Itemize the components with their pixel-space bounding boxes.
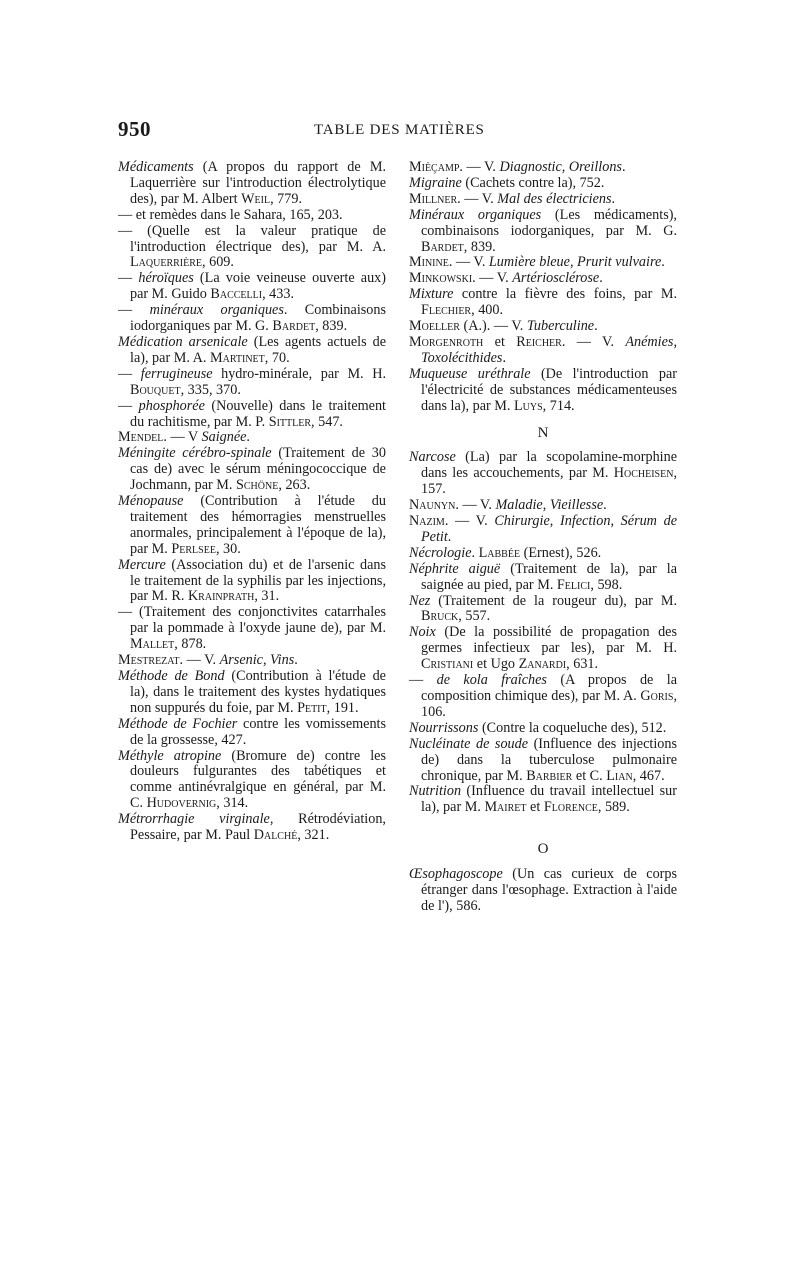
index-entry: Millner. — V. Mal des électriciens. <box>409 190 616 207</box>
index-entry: Ménopause (Contribution à l'étude du traitement des hémorragies menstruelles anormales, principalement à l'époque de la), par M. Perlsee, 30. <box>118 493 386 557</box>
running-header <box>118 117 678 147</box>
index-entry: Migraine (Cachets contre la), 752. <box>409 174 605 191</box>
index-entry: — (Quelle est la valeur pratique de l'introduction électrique des), par M. A. Laquerrière, 609. <box>118 222 386 271</box>
index-entry: Nutrition (Influence du travail intellectuel sur la), par M. Mairet et Florence, 589. <box>409 783 677 816</box>
section-letter-n: N <box>537 424 549 441</box>
index-entry: Moeller (A.). — V. Tuberculine. <box>409 318 598 335</box>
running-title: TABLE DES MATIÈRES <box>314 122 485 138</box>
index-entry: Narcose (La) par la scopolamine-morphine dans les accouchements, par M. Hocheisen, 157. <box>409 449 677 498</box>
index-entry: Nécrologie. Labbée (Ernest), 526. <box>409 544 602 561</box>
index-entry: Méthode de Bond (Contribution à l'étude de la), dans le traitement des kystes hydatiques non suppurés du foie, par M. Petit, 191. <box>118 668 386 716</box>
index-entry: Nourrissons (Contre la coqueluche des), 512. <box>409 719 667 736</box>
index-entry: Méthyle atropine (Bromure de) contre les douleurs fulgurantes des tabétiques et comme antinévralgique en général, par M. C. Hudovernig, 314. <box>118 747 386 812</box>
index-entry: Néphrite aiguë (Traitement de la), par la saignée au pied, par M. Felici, 598. <box>409 560 678 593</box>
index-column-left <box>118 160 386 844</box>
section-letter-o: O <box>537 841 549 858</box>
index-entry: Mièçamp. — V. Diagnostic, Oreillons. <box>409 159 626 175</box>
index-entry: Minkowski. — V. Artériosclérose. <box>409 270 603 287</box>
index-entry: Mercure (Association du) et de l'arsenic dans le traitement de la syphilis par les injections, par M. R. Krainprath, 31. <box>118 556 386 605</box>
index-entry: Nazim. — V. Chirurgie, Infection, Sérum de Petit. <box>409 513 677 545</box>
index-entry: — phosphorée (Nouvelle) dans le traitement du rachitisme, par M. P. Sittler, 547. <box>118 397 386 430</box>
index-entry: Œsophagoscope (Un cas curieux de corps étranger dans l'œsophage. Extraction à l'aide de l'), 586. <box>409 866 677 914</box>
index-entry: Mixture contre la fièvre des foins, par M. Flechier, 400. <box>409 286 677 319</box>
index-column-right <box>409 160 677 915</box>
index-entry: — minéraux organiques. Combinaisons iodorganiques par M. G. Bardet, 839. <box>118 302 386 335</box>
page-number: 950 <box>118 117 151 141</box>
index-entry: Métrorrhagie virginale, Rétrodéviation, Pessaire, par M. Paul Dalché, 321. <box>118 811 386 844</box>
index-entry: — (Traitement des conjonctivites catarrhales par la pommade à l'oxyde jaune de), par M. Mallet, 878. <box>118 604 386 653</box>
index-entry: Méthode de Fochier contre les vomissements de la grossesse, 427. <box>118 715 387 748</box>
index-entry: Noix (De la possibilité de propagation des germes infectieux par les), par M. H. Cristiani et Ugo Zanardi, 631. <box>409 624 677 673</box>
index-entry: — de kola fraîches (A propos de la composition chimique des), par M. A. Goris, 106. <box>409 672 677 720</box>
index-section-o <box>409 867 677 915</box>
index-entry: Mestrezat. — V. Arsenic, Vins. <box>118 652 298 669</box>
index-entry: Médication arsenicale (Les agents actuels de la), par M. A. Martinet, 70. <box>118 333 387 366</box>
index-entry: Minine. — V. Lumière bleue, Prurit vulvaire. <box>409 254 665 271</box>
index-entry: Naunyn. — V. Maladie, Vieillesse. <box>409 497 607 514</box>
index-entry: Mendel. — V Saignée. <box>118 429 250 446</box>
index-entry: — et remèdes dans le Sahara, 165, 203. <box>118 206 343 223</box>
index-entry: — héroïques (La voie veineuse ouverte aux) par M. Guido Baccelli, 433. <box>118 270 386 303</box>
index-entry: — ferrugineuse hydro-minérale, par M. H. Bouquet, 335, 370. <box>118 365 386 398</box>
index-entry: Nucléinate de soude (Influence des injections de) dans la tuberculose pulmonaire chronique, par M. Barbier et C. Lian, 467. <box>409 735 677 784</box>
index-entry: Minéraux organiques (Les médicaments), combinaisons iodorganiques, par M. G. Bardet, 839. <box>409 206 677 255</box>
index-entry: Morgenroth et Reicher. — V. Anémies, Toxolécithides. <box>409 333 677 366</box>
index-entry: Muqueuse uréthrale (De l'introduction par l'électricité de substances médicamenteuses dans la), par M. Luys, 714. <box>409 365 677 414</box>
index-entry: Médicaments (A propos du rapport de M. Laquerrière sur l'introduction électrolytique des), par M. Albert Weil, 779. <box>118 159 386 207</box>
index-section-m-continued <box>409 160 677 415</box>
index-entry: Méningite cérébro-spinale (Traitement de 30 cas de) avec le sérum méningococcique de Jochmann, par M. Schöne, 263. <box>118 445 386 494</box>
index-entry: Nez (Traitement de la rougeur du), par M. Bruck, 557. <box>409 592 677 625</box>
index-section-n <box>409 450 677 816</box>
